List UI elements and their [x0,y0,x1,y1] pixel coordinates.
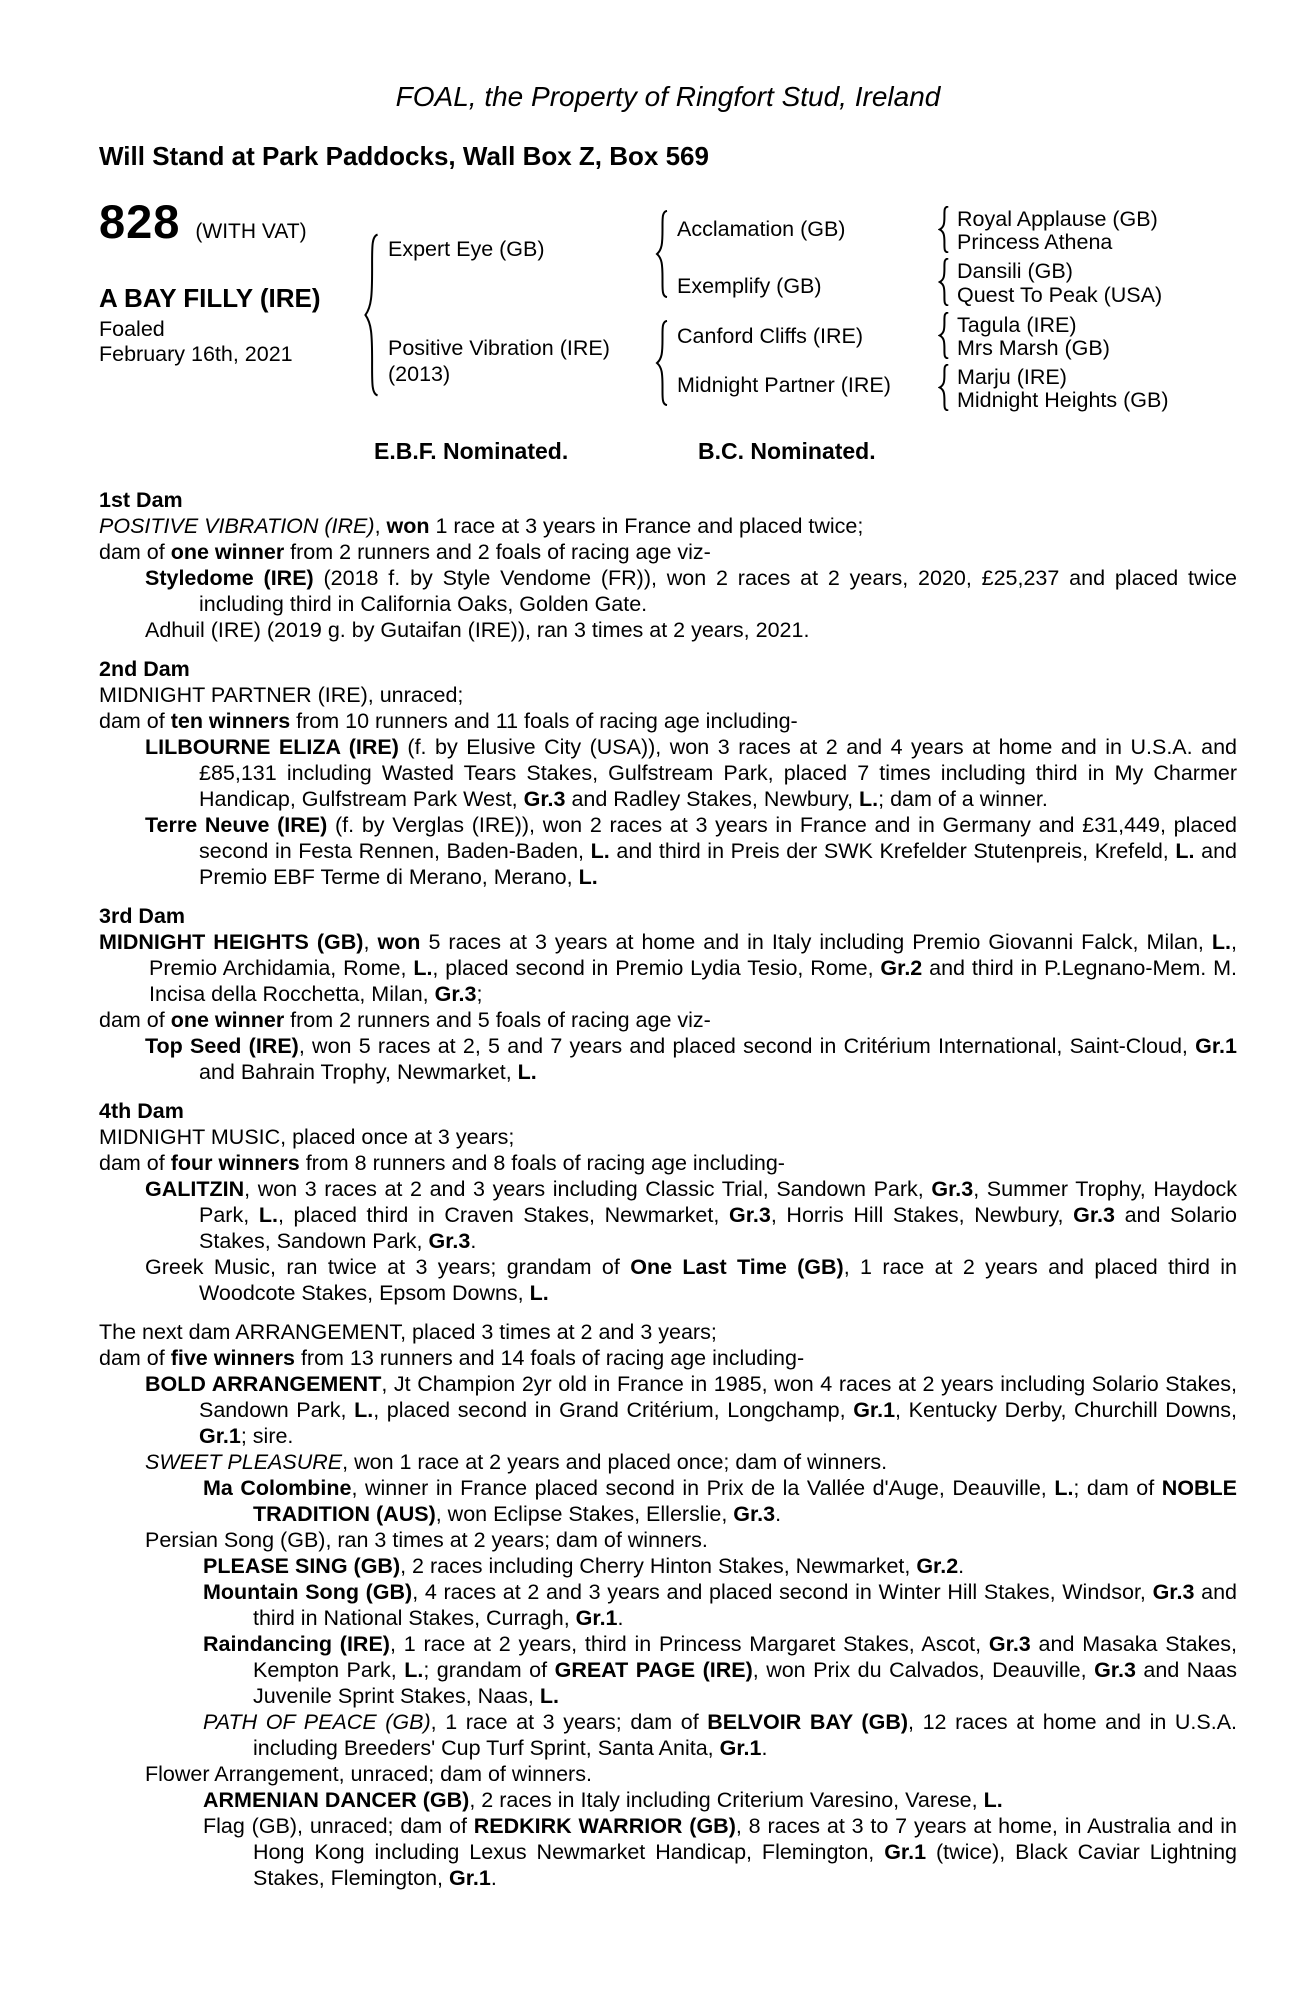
text-run: Gr.3 [733,1502,776,1526]
great-granddam-4: Midnight Heights (GB) [957,388,1169,412]
text-run: dam of [99,709,171,733]
text-run: Gr.3 [931,1177,974,1201]
text-run: . [761,1736,768,1760]
text-run: and Naas Juvenile Sprint Stakes, Naas, [253,1658,1237,1708]
text-run: L. [258,1203,278,1227]
text-run: five winners [170,1346,295,1370]
text-run: . [775,1502,782,1526]
sire-dam-name: Exemplify (GB) [677,274,822,298]
pedigree-text-paragraph [99,1345,1237,1371]
text-run: four winners [170,1151,300,1175]
text-run: ten winners [170,709,291,733]
text-run: (twice), Black Caviar Lightning Stakes, Flemington, [253,1840,1237,1890]
text-run: won [386,514,430,538]
foaled-label: Foaled [99,317,165,341]
text-run: BELVOIR BAY (GB) [707,1710,909,1734]
dam-dam-name: Midnight Partner (IRE) [677,373,891,397]
text-run: L. [413,956,433,980]
text-run: dam of [99,1346,171,1370]
text-run: . [470,1229,477,1253]
text-run: from 2 runners and 2 foals of racing age viz- [284,540,711,564]
curly-brace-sire [655,210,669,298]
text-run: L. [404,1658,424,1682]
text-run: MIDNIGHT HEIGHTS (GB) [99,930,364,954]
text-run: Gr.3 [1094,1658,1136,1682]
great-granddam-3: Mrs Marsh (GB) [957,336,1110,360]
text-run: one winner [170,540,285,564]
text-run: and Radley Stakes, Newbury, [565,787,860,811]
text-run: , 4 races at 2 and 3 years and placed second in Winter Hill Stakes, Windsor, [412,1580,1153,1604]
text-run: and third in National Stakes, Curragh, [253,1580,1237,1630]
dam-section-heading: 2nd Dam [99,657,190,681]
text-run: , 1 race at 3 years; dam of [430,1710,708,1734]
text-run: POSITIVE VIBRATION (IRE) [99,514,375,538]
text-run: L. [590,839,610,863]
text-run: , 1 race at 2 years, third in Princess Margaret Stakes, Ascot, [389,1632,989,1656]
text-run: Styledome (IRE) [145,566,314,590]
pedigree-text-paragraph [99,539,1237,565]
pedigree-text-paragraph [99,1124,1237,1150]
text-run: ; dam of [1073,1476,1162,1500]
curly-brace-dam [655,320,669,406]
text-run: , Kentucky Derby, Churchill Downs, [895,1398,1237,1422]
curly-brace-sire-dam [938,258,950,306]
pedigree-text-paragraph [99,1813,1237,1891]
text-run: , 2 races including Cherry Hinton Stakes, Newmarket, [400,1554,917,1578]
text-run: , won 5 races at 2, 5 and 7 years and placed second in Critérium International, Saint-Cloud, [298,1034,1196,1058]
pedigree-text-paragraph [99,1761,1237,1787]
dam-sections [99,487,1237,1891]
text-run: from 10 runners and 11 foals of racing age including- [290,709,798,733]
text-run: GREAT PAGE (IRE) [554,1658,753,1682]
curly-brace-sire-sire [938,206,950,253]
pedigree-text-paragraph [99,1527,1237,1553]
text-run: , Horris Hill Stakes, Newbury, [770,1203,1074,1227]
text-run: L. [1175,839,1195,863]
text-run: dam of [99,1151,171,1175]
text-run: , Jt Champion 2yr old in France in 1985, won 4 races at 2 years including Solario Stakes, Sandown Park, [199,1372,1237,1422]
text-run: , Premio Archidamia, Rome, [149,930,1237,980]
text-run: ARMENIAN DANCER (GB) [203,1788,470,1812]
text-run: One Last Time (GB) [630,1255,844,1279]
pedigree-text-paragraph [99,812,1237,890]
foaled-date: February 16th, 2021 [99,342,293,366]
text-run: Ma Colombine [203,1476,352,1500]
text-run: , 2 races in Italy including Criterium Varesino, Varese, [469,1788,984,1812]
text-run: Gr.3 [728,1203,771,1227]
text-run: L. [578,865,598,889]
text-run: NOBLE TRADITION (AUS) [253,1476,1238,1526]
text-run: , placed second in Grand Critérium, Longchamp, [373,1398,854,1422]
text-run: L. [859,787,879,811]
text-run: , won Eclipse Stakes, Ellerslie, [435,1502,734,1526]
text-run: GALITZIN [145,1177,245,1201]
text-run: , 12 races at home and in U.S.A. including Breeders' Cup Turf Sprint, Santa Anita, [253,1710,1238,1760]
dam-section [99,656,1237,890]
text-run: L. [1211,930,1232,954]
pedigree-text-paragraph [99,1007,1237,1033]
text-run: . [958,1554,965,1578]
page-title: FOAL, the Property of Ringfort Stud, Ireland [395,81,941,112]
text-run: and Solario Stakes, Sandown Park, [199,1203,1238,1253]
text-run: L. [354,1398,374,1422]
text-run: (f. by Elusive City (USA)), won 3 races at 2 and 4 years at home and in U.S.A. and £85,131 including Wasted Tears Stakes, Gulfstream Park, placed 7 times including third in My Charmer Handicap, Gulfstream Park West, [199,735,1237,811]
great-grandsire-2: Dansili (GB) [957,259,1073,283]
pedigree-text-paragraph [99,1254,1237,1306]
text-run: dam of [99,1008,171,1032]
text-run: L. [983,1788,1003,1812]
dam-section-heading: 1st Dam [99,488,183,512]
dam-section [99,1319,1237,1891]
pedigree-text-paragraph [99,929,1237,1007]
dam-sire-name: Canford Cliffs (IRE) [677,324,863,348]
text-run: L. [529,1281,549,1305]
dam-section [99,903,1237,1085]
text-run: , winner in France placed second in Prix de la Vallée d'Auge, Deauville, [351,1476,1055,1500]
text-run: ; sire. [240,1424,294,1448]
text-run: L. [539,1684,559,1708]
text-run: , won 3 races at 2 and 3 years including Classic Trial, Sandown Park, [244,1177,932,1201]
text-run: from 2 runners and 5 foals of racing age viz- [284,1008,711,1032]
text-run: , 1 race at 2 years and placed third in Woodcote Stakes, Epsom Downs, [199,1255,1237,1305]
text-run: ; grandam of [423,1658,555,1682]
text-run: Gr.3 [428,1229,471,1253]
text-run: PLEASE SING (GB) [203,1554,401,1578]
nominations-line [99,438,1237,466]
dam-name: Positive Vibration (IRE) [388,336,610,360]
text-run: and Premio EBF Terme di Merano, Merano, [199,839,1237,889]
text-run: dam of [99,540,171,564]
pedigree-text-paragraph [99,1449,1237,1475]
text-run: Gr.2 [880,956,923,980]
text-run: , 8 races at 3 to 7 years at home, in Australia and in Hong Kong including Lexus Newmarket Handicap, Flemington, [253,1814,1237,1864]
text-run: MIDNIGHT MUSIC, placed once at 3 years; [99,1125,515,1149]
text-run: , placed third in Craven Stakes, Newmarket, [277,1203,729,1227]
bc-nominated-label: B.C. Nominated. [698,438,876,464]
text-run: ; [476,982,483,1006]
text-run: one winner [170,1008,285,1032]
text-run: Raindancing (IRE) [203,1632,390,1656]
page-content [99,0,1237,1891]
text-run: ; dam of a winner. [878,787,1048,811]
text-run: Gr.1 [199,1424,241,1448]
pedigree-text-paragraph [99,1033,1237,1085]
text-run: . [490,1866,497,1890]
text-run: Persian Song (GB), ran 3 times at 2 years; dam of winners. [145,1528,708,1552]
great-grandsire-3: Tagula (IRE) [957,313,1077,337]
pedigree-text-paragraph [99,1319,1237,1345]
text-run: . [617,1606,624,1630]
text-run: REDKIRK WARRIOR (GB) [473,1814,736,1838]
text-run: Gr.3 [523,787,566,811]
pedigree-text-paragraph [99,1553,1237,1579]
pedigree-block [99,195,1237,431]
text-run: 5 races at 3 years at home and in Italy including Premio Giovanni Falck, Milan, [420,930,1212,954]
text-run: , won 1 race at 2 years and placed once; dam of winners. [342,1450,888,1474]
text-run: Gr.1 [1195,1034,1237,1058]
vat-note: (WITH VAT) [195,220,307,243]
text-run: The next dam ARRANGEMENT, placed 3 times at 2 and 3 years; [99,1320,717,1344]
text-run: (f. by Verglas (IRE)), won 2 races at 3 years in France and in Germany and £31,449, placed second in Festa Rennen, Baden-Baden, [199,813,1237,863]
text-run: Gr.1 [448,1866,491,1890]
text-run: , [374,514,387,538]
text-run: , won Prix du Calvados, Deauville, [752,1658,1095,1682]
text-run: Gr.1 [853,1398,896,1422]
great-granddam-2: Quest To Peak (USA) [957,283,1163,307]
text-run: Gr.1 [575,1606,618,1630]
dam-section [99,1098,1237,1306]
text-run: (2018 f. by Style Vendome (FR)), won 2 races at 2 years, 2020, £25,237 and placed twice including third in California Oaks, Golden Gate. [199,566,1237,616]
pedigree-text-paragraph [99,1579,1237,1631]
text-run: LILBOURNE ELIZA (IRE) [145,735,399,759]
lot-number: 828 [99,195,181,248]
text-run: , Summer Trophy, Haydock Park, [199,1177,1237,1227]
text-run: and third in Preis der SWK Krefelder Stutenpreis, Krefeld, [609,839,1176,863]
text-run: , placed second in Premio Lydia Tesio, Rome, [432,956,881,980]
text-run: and Bahrain Trophy, Newmarket, [199,1060,518,1084]
pedigree-text-paragraph [99,1631,1237,1709]
text-run: Gr.3 [1073,1203,1115,1227]
text-run: , [363,930,378,954]
pedigree-text-paragraph [99,1176,1237,1254]
text-run: L. [1054,1476,1074,1500]
pedigree-text-paragraph [99,1709,1237,1761]
curly-brace-dam-sire [938,312,950,359]
text-run: Flower Arrangement, unraced; dam of winners. [145,1762,592,1786]
text-run: Gr.2 [916,1554,959,1578]
text-run: L. [517,1060,537,1084]
pedigree-text-paragraph [99,617,1237,643]
great-grandsire-4: Marju (IRE) [957,365,1067,389]
text-run: from 13 runners and 14 foals of racing age including- [294,1346,805,1370]
text-run: Adhuil (IRE) (2019 g. by Gutaifan (IRE)), ran 3 times at 2 years, 2021. [145,618,810,642]
pedigree-text-paragraph [99,1150,1237,1176]
text-run: Mountain Song (GB) [203,1580,413,1604]
text-run: Gr.1 [719,1736,762,1760]
ebf-nominated-label: E.B.F. Nominated. [374,438,569,464]
text-run: from 8 runners and 8 foals of racing age including- [299,1151,785,1175]
pedigree-text-paragraph [99,1475,1237,1527]
sire-sire-name: Acclamation (GB) [677,217,846,241]
text-run: Gr.3 [1152,1580,1195,1604]
curly-brace-dam-dam [938,364,950,411]
text-run: and Masaka Stakes, Kempton Park, [253,1632,1237,1682]
pedigree-text-paragraph [99,565,1237,617]
horse-name: A BAY FILLY (IRE) [99,283,321,313]
text-run: Flag (GB), unraced; dam of [203,1814,474,1838]
text-run: MIDNIGHT PARTNER (IRE), unraced; [99,683,464,707]
text-run: won [377,930,421,954]
text-run: Gr.3 [434,982,477,1006]
text-run: SWEET PLEASURE [145,1450,343,1474]
dam-section-heading: 3rd Dam [99,904,186,928]
pedigree-text-paragraph [99,1787,1237,1813]
sire-name: Expert Eye (GB) [388,237,545,261]
lot-line [99,195,307,248]
great-grandsire-1: Royal Applause (GB) [957,207,1158,231]
pedigree-text-paragraph [99,708,1237,734]
text-run: 1 race at 3 years in France and placed twice; [429,514,864,538]
text-run: Top Seed (IRE) [145,1034,299,1058]
dam-section-heading: 4th Dam [99,1099,184,1123]
text-run: Gr.1 [884,1840,927,1864]
stand-location-line: Will Stand at Park Paddocks, Wall Box Z, Box 569 [99,141,709,171]
text-run: and third in P.Legnano-Mem. M. Incisa della Rocchetta, Milan, [149,956,1237,1006]
curly-brace-gen1 [363,233,380,397]
text-run: Gr.3 [988,1632,1031,1656]
dam-year: (2013) [388,362,451,386]
text-run: Terre Neuve (IRE) [145,813,328,837]
text-run: BOLD ARRANGEMENT [145,1372,382,1396]
text-run: Greek Music, ran twice at 3 years; grandam of [145,1255,631,1279]
great-granddam-1: Princess Athena [957,230,1113,254]
pedigree-text-paragraph [99,734,1237,812]
pedigree-text-paragraph [99,513,1237,539]
dam-section [99,487,1237,643]
pedigree-text-paragraph [99,1371,1237,1449]
text-run: PATH OF PEACE (GB) [203,1710,431,1734]
pedigree-text-paragraph [99,682,1237,708]
